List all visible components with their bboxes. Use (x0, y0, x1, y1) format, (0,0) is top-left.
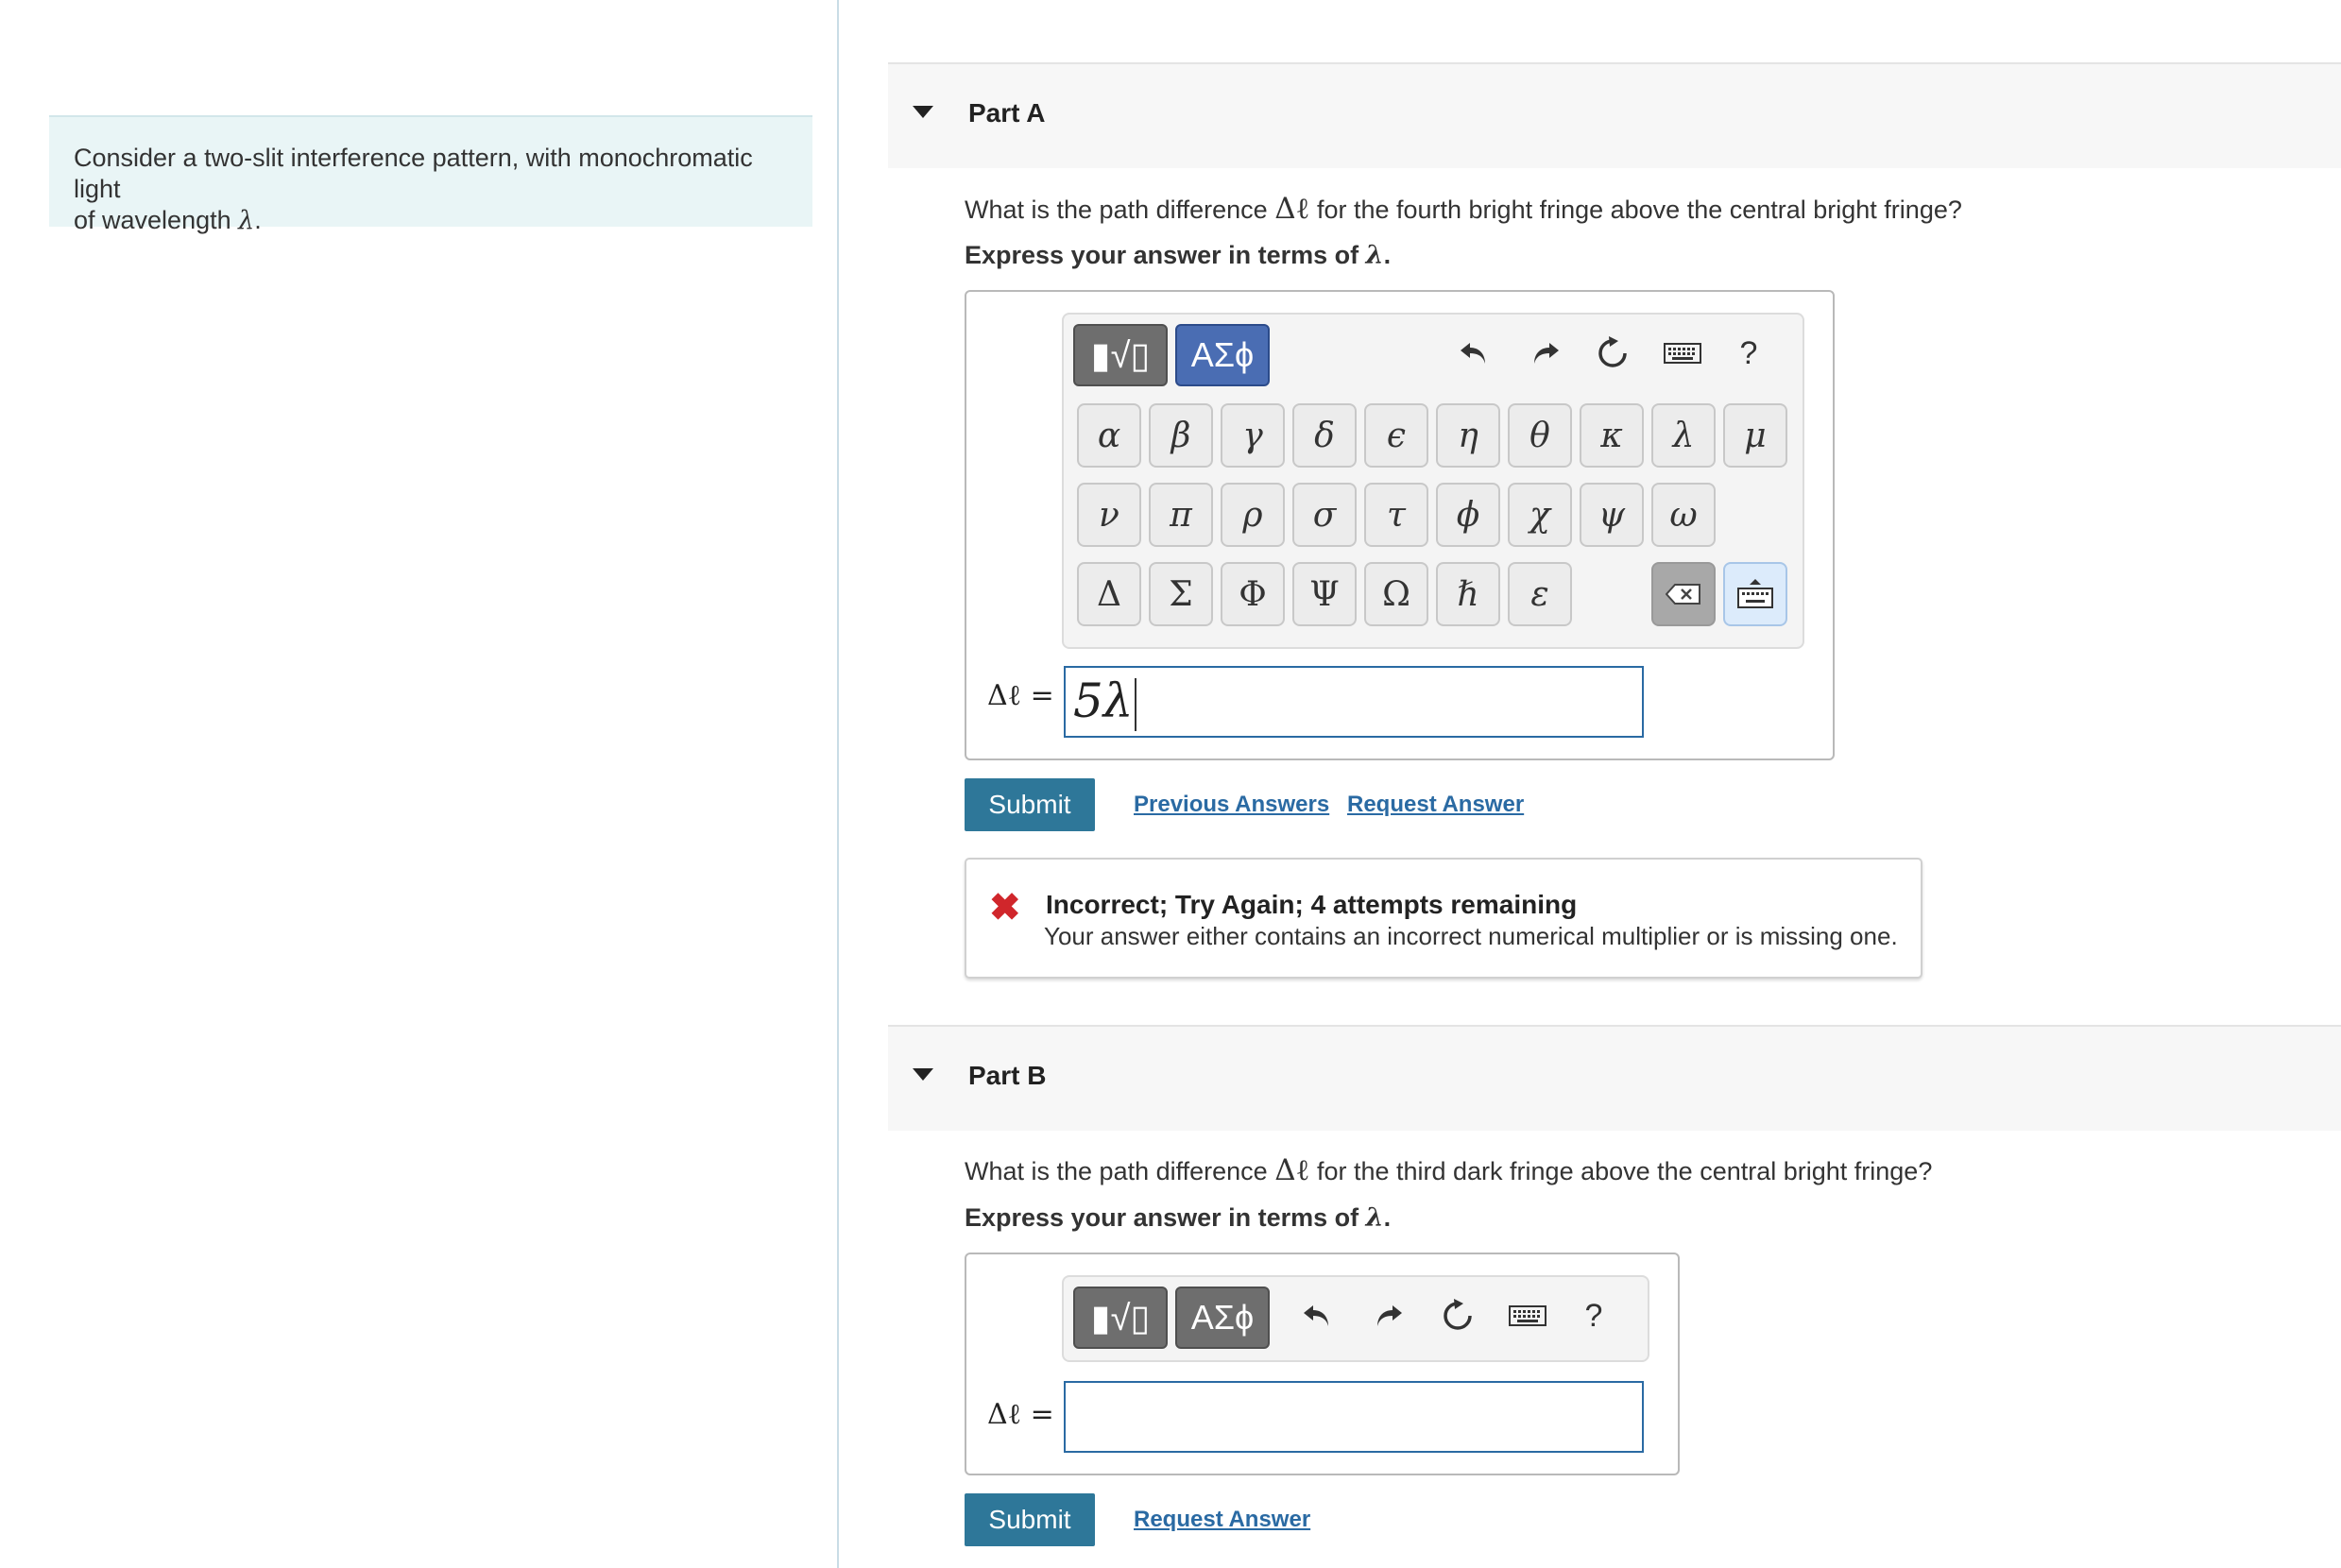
answer-value: 5λ (1073, 673, 1134, 728)
key-theta[interactable]: θ (1508, 403, 1572, 468)
problem-intro (49, 115, 812, 235)
part-b-header[interactable] (888, 1025, 2341, 1131)
part-a-answer-frame (965, 290, 1835, 760)
instruction-text: Express your answer in terms of (965, 241, 1366, 269)
key-gamma[interactable]: γ (1221, 403, 1285, 468)
key-rho[interactable]: ρ (1221, 483, 1285, 547)
previous-answers-link[interactable]: Previous Answers (1134, 792, 1330, 817)
part-b-title: Part B (968, 1061, 1047, 1090)
collapse-triangle-icon[interactable] (913, 1068, 933, 1081)
intro-period: . (254, 206, 262, 234)
redo-icon[interactable] (1521, 330, 1568, 377)
greek-button[interactable]: ΑΣϕ (1175, 1287, 1270, 1349)
key-capital-phi[interactable]: Φ (1221, 562, 1285, 626)
lambda-symbol: λ (1365, 1203, 1384, 1233)
collapse-triangle-icon[interactable] (913, 106, 933, 118)
instruction-period: . (1383, 1203, 1392, 1232)
key-capital-delta[interactable]: Δ (1077, 562, 1141, 626)
question-text-end: for the third dark fringe above the central bright fringe? (1309, 1157, 1933, 1185)
question-text: What is the path difference (965, 196, 1275, 224)
redo-icon[interactable] (1364, 1292, 1411, 1339)
backspace-key[interactable] (1651, 562, 1716, 626)
key-sigma[interactable]: σ (1292, 483, 1357, 547)
feedback-message: Your answer either contains an incorrect numerical multiplier or is missing one. (1044, 922, 1898, 950)
delta-ell-symbol: Δℓ (1274, 192, 1310, 226)
undo-icon[interactable] (1294, 1292, 1341, 1339)
instruction-period: . (1383, 241, 1392, 269)
key-beta[interactable]: β (1149, 403, 1213, 468)
template-button[interactable]: ▮√▯ (1073, 324, 1168, 386)
answer-label: Δℓ = (987, 679, 1054, 712)
delta-ell-symbol: Δℓ (1274, 1153, 1310, 1187)
text-caret (1135, 678, 1136, 731)
lambda-symbol: λ (1365, 241, 1384, 270)
incorrect-x-icon: ✖ (989, 887, 1021, 929)
key-phi[interactable]: ϕ (1436, 483, 1500, 547)
key-capital-psi[interactable]: Ψ (1292, 562, 1357, 626)
part-a-question (965, 192, 1962, 226)
feedback-status: Incorrect; Try Again; 4 attempts remaining (1046, 890, 1578, 919)
key-eta[interactable]: η (1436, 403, 1500, 468)
part-b-answer-frame (965, 1253, 1680, 1475)
answer-label: Δℓ = (987, 1398, 1054, 1431)
backspace-icon (1666, 583, 1701, 605)
keyboard-toggle-key[interactable] (1723, 562, 1787, 626)
key-psi[interactable]: ψ (1580, 483, 1644, 547)
intro-text-line2: of wavelength (74, 206, 239, 234)
help-button[interactable]: ? (1739, 334, 1758, 371)
key-nu[interactable]: ν (1077, 483, 1141, 547)
keyboard-up-icon (1736, 577, 1774, 611)
question-text: What is the path difference (965, 1157, 1275, 1185)
key-chi[interactable]: χ (1508, 483, 1572, 547)
part-b-question (965, 1153, 1932, 1187)
key-delta[interactable]: δ (1292, 403, 1357, 468)
template-button[interactable]: ▮√▯ (1073, 1287, 1168, 1349)
key-capital-sigma[interactable]: Σ (1149, 562, 1213, 626)
part-a-header[interactable] (888, 62, 2341, 168)
intro-text-line1: Consider a two-slit interference pattern, with monochromatic light (74, 144, 753, 203)
undo-icon[interactable] (1451, 330, 1498, 377)
panel-divider (837, 0, 839, 1568)
key-alpha[interactable]: α (1077, 403, 1141, 468)
math-toolbar (1062, 313, 1804, 649)
part-a-answer-input[interactable] (1064, 666, 1644, 738)
part-b-submit-button[interactable]: Submit (965, 1493, 1095, 1546)
part-a-request-answer-link[interactable]: Request Answer (1347, 792, 1525, 817)
key-kappa[interactable]: κ (1580, 403, 1644, 468)
key-lambda[interactable]: λ (1651, 403, 1716, 468)
key-omega[interactable]: ω (1651, 483, 1716, 547)
reset-icon[interactable] (1589, 330, 1636, 377)
key-tau[interactable]: τ (1364, 483, 1428, 547)
part-a-submit-button[interactable]: Submit (965, 778, 1095, 831)
key-epsilon[interactable]: ϵ (1364, 403, 1428, 468)
greek-button[interactable]: ΑΣϕ (1175, 324, 1270, 386)
key-hbar[interactable]: ℏ (1436, 562, 1500, 626)
part-b-answer-input[interactable] (1064, 1381, 1644, 1453)
part-b-request-answer-link[interactable]: Request Answer (1134, 1507, 1311, 1532)
key-pi[interactable]: π (1149, 483, 1213, 547)
keyboard-icon[interactable] (1504, 1292, 1551, 1339)
lambda-symbol: λ (238, 206, 255, 235)
key-capital-omega[interactable]: Ω (1364, 562, 1428, 626)
key-mu[interactable]: μ (1723, 403, 1787, 468)
key-varepsilon[interactable]: ε (1508, 562, 1572, 626)
feedback-panel (965, 858, 1922, 979)
question-text-end: for the fourth bright fringe above the central bright fringe? (1309, 196, 1962, 224)
instruction-text: Express your answer in terms of (965, 1203, 1366, 1232)
part-b-instruction (965, 1203, 1391, 1233)
part-a-instruction (965, 241, 1391, 270)
math-toolbar (1062, 1275, 1649, 1362)
help-button[interactable]: ? (1584, 1297, 1603, 1334)
keyboard-icon[interactable] (1659, 330, 1706, 377)
part-a-title: Part A (968, 98, 1046, 128)
reset-icon[interactable] (1434, 1292, 1481, 1339)
